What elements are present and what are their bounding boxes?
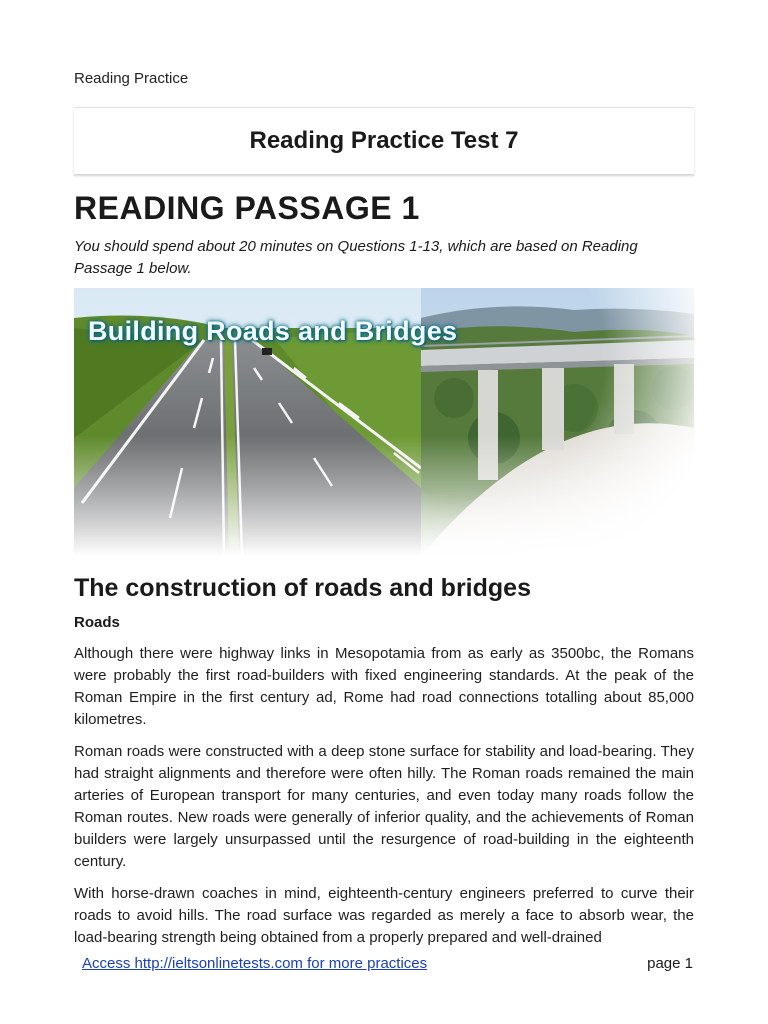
paragraph-1: Although there were highway links in Mesopotamia from as early as 3500bc, the Romans were probably the first road-builders with fixed engineering standards. At the peak of the Roman Empire in the first century ad, Rome had road connections totalling about 85,000 kilometres.: [74, 645, 694, 728]
banner-caption: Building Roads and Bridges: [88, 316, 458, 346]
banner-image: [74, 288, 694, 556]
passage-heading: READING PASSAGE 1: [74, 190, 420, 226]
passage-instructions: You should spend about 20 minutes on Questions 1-13, which are based on Reading Passage 1 below.: [74, 238, 638, 277]
paragraph-3: With horse-drawn coaches in mind, eighteenth-century engineers preferred to curve their roads to avoid hills. The road surface was regarded as merely a face to absorb wear, the load-bearing strength being obtained from a properly prepared and well-drained: [74, 885, 694, 946]
test-title: Reading Practice Test 7: [249, 127, 519, 154]
footer-practice-link[interactable]: Access http://ieltsonlinetests.com for more practices: [82, 955, 428, 972]
page-number: page 1: [647, 955, 693, 972]
test-title-box: [74, 107, 694, 174]
section-heading-roads: Roads: [74, 614, 120, 631]
header-label: Reading Practice: [74, 70, 189, 87]
article-body: [74, 643, 694, 959]
article-title: The construction of roads and bridges: [74, 574, 531, 602]
paragraph-2: Roman roads were constructed with a deep stone surface for stability and load-bearing. They had straight alignments and therefore were often hilly. The Roman roads remained the main arteries of European transport for many centuries, and even today many roads follow the Roman routes. New roads were generally of inferior quality, and the achievements of Roman builders were largely unsurpassed until the resurgence of road-building in the eighteenth century.: [74, 743, 694, 870]
